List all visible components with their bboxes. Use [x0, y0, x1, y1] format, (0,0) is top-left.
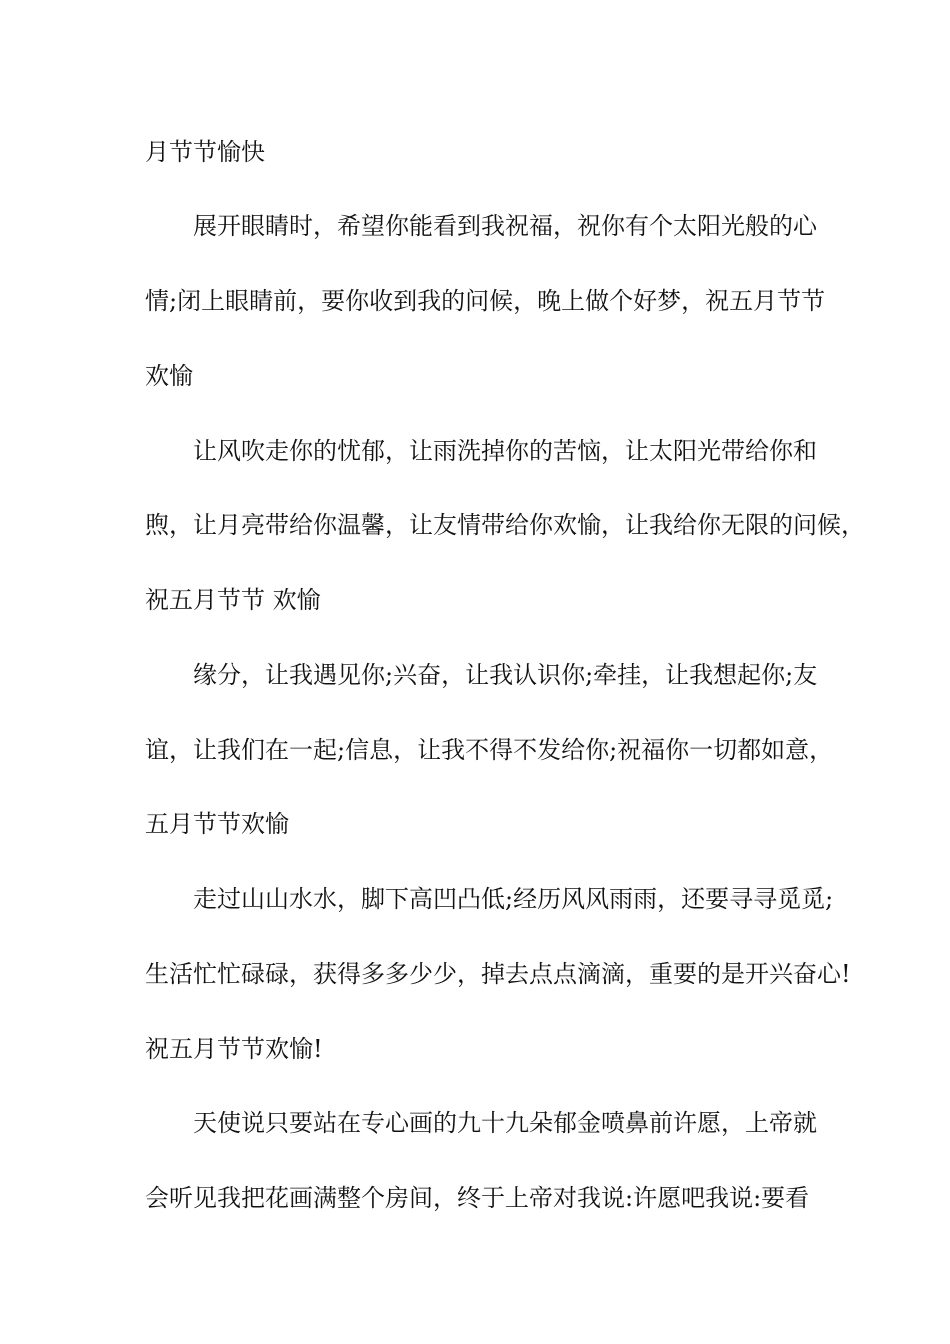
text-line: 情;闭上眼睛前，要你收到我的问候，晚上做个好梦，祝五月节节 [145, 287, 826, 315]
text-line: 欢愉 [145, 362, 193, 390]
paragraph-start-line: 展开眼睛时，希望你能看到我祝福，祝你有个太阳光般的心 [193, 212, 817, 240]
text-line: 生活忙忙碌碌，获得多多少少，掉去点点滴滴，重要的是开兴奋心! [145, 960, 851, 988]
text-line: 五月节节欢愉 [145, 810, 289, 838]
text-line: 会听见我把花画满整个房间，终于上帝对我说:许愿吧我说:要看 [145, 1184, 810, 1212]
paragraph-start-line: 天使说只要站在专心画的九十九朵郁金喷鼻前许愿，上帝就 [193, 1109, 817, 1137]
text-line: 谊，让我们在一起;信息，让我不得不发给你;祝福你一切都如意， [145, 736, 834, 764]
paragraph-start-line: 缘分，让我遇见你;兴奋，让我认识你;牵挂，让我想起你;友 [193, 661, 818, 689]
text-line: 祝五月节节 欢愉 [145, 586, 321, 614]
text-line: 祝五月节节欢愉! [145, 1035, 323, 1063]
text-line: 月节节愉快 [145, 138, 265, 166]
paragraph-start-line: 让风吹走你的忧郁，让雨洗掉你的苦恼，让太阳光带给你和 [193, 437, 817, 465]
paragraph-start-line: 走过山山水水，脚下高凹凸低;经历风风雨雨，还要寻寻觅觅; [193, 885, 834, 913]
text-line: 煦，让月亮带给你温馨，让友情带给你欢愉，让我给你无限的问候， [145, 511, 865, 539]
